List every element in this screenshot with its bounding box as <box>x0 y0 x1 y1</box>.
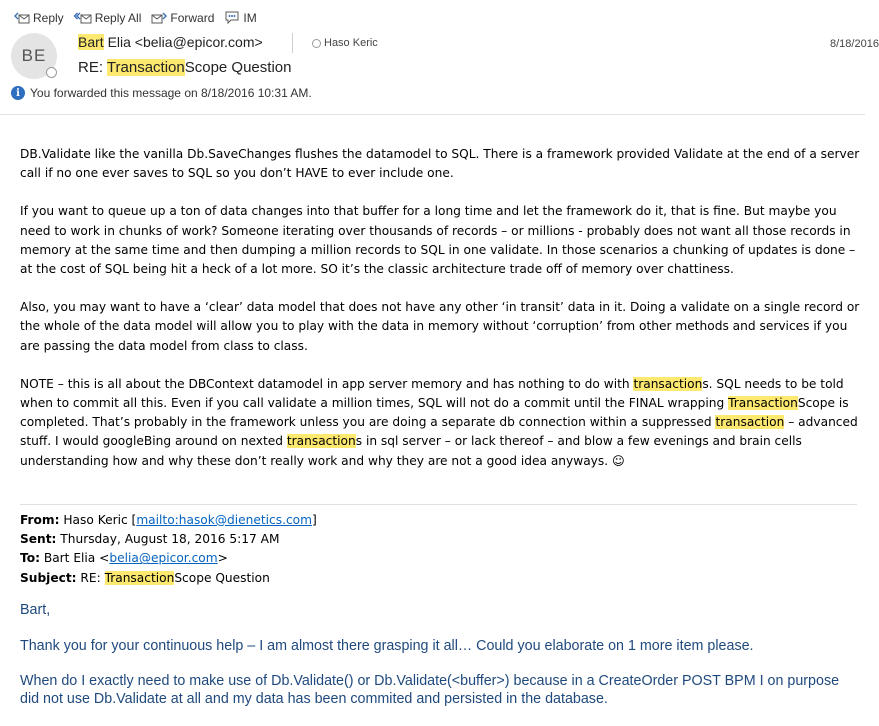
im-icon <box>224 11 240 25</box>
subject-rest: Scope Question <box>184 59 292 76</box>
quoted-to-label: To: <box>20 551 40 566</box>
p4-text-a: NOTE – this is all about the DBContext datamodel in app server memory and has nothing to do with <box>20 376 634 391</box>
quoted-sent-label: Sent: <box>20 532 57 547</box>
info-text: You forwarded this message on 8/18/2016 10:31 AM. <box>30 86 312 100</box>
quoted-to-name: Bart Elia < <box>39 551 110 566</box>
header-divider <box>0 114 865 115</box>
forward-button[interactable] <box>151 11 214 25</box>
quoted-subject-rest: Scope Question <box>174 570 270 585</box>
info-bar[interactable] <box>11 86 312 100</box>
sender-avatar[interactable]: BE <box>11 33 57 79</box>
body-paragraph-2: If you want to queue up a ton of data changes into that buffer for a long time and let the framework do it, that is fine. But maybe you need to work in chunks of work? Someone iterating over thousands of records – or millions - probably does not want all those records in memory at the same time and then dumping a million records to SQL in one validate. In those scenarios a chunking of updates is done – at the cost of SQL being hit a heck of a lot more. SO it’s the classic architecture trade off of memory over chattiness. <box>20 204 856 277</box>
reply-all-label: Reply All <box>94 11 142 25</box>
p4-highlight-1: transaction <box>633 376 703 391</box>
quoted-paragraph-1: Thank you for your continuous help – I am almost there grasping it all… Could you elaborate on 1 more item please. <box>20 637 754 654</box>
sender-first-name: Bart <box>78 34 104 50</box>
reply-icon <box>14 11 30 25</box>
quoted-from-row <box>20 511 317 530</box>
message-subject <box>78 59 291 76</box>
p4-text-e: s in sql server – or lack thereof – and blow a few evenings and brain cells understanding how and why these don’t really work and why they are not a good idea anyways. ☺ <box>20 434 802 468</box>
sender-line[interactable] <box>78 34 263 50</box>
subject-prefix: RE: <box>78 59 107 76</box>
body-paragraph-1: DB.Validate like the vanilla Db.SaveChanges flushes the datamodel to SQL. There is a framework provided Validate at the end of a server call if no one ever saves to SQL so you don’t HAVE to ever include one. <box>20 147 860 181</box>
quoted-to-end: > <box>217 551 228 566</box>
quoted-subject-row <box>20 569 317 588</box>
quoted-subject-prefix: RE: <box>76 570 105 585</box>
body-paragraph-3: Also, you may want to have a ‘clear’ data model that does not have any other ‘in transit’ data in it. Doing a validate on a single record or the whole of the data model will allow you to play with the data in memory without ‘corruption’ from other methods and services if you are passing the data model from class to class. <box>20 300 860 353</box>
p4-highlight-2: Transaction <box>728 396 798 411</box>
sender-name-address: Elia <belia@epicor.com> <box>103 34 263 50</box>
quoted-to-link[interactable]: belia@epicor.com <box>109 551 218 566</box>
quoted-to-row <box>20 549 317 568</box>
subject-highlight: Transaction <box>106 59 185 76</box>
recipient-line[interactable] <box>312 37 378 49</box>
header-separator <box>292 33 293 53</box>
p4-text-d: – advanced stuff. I would googleBing around on nexted <box>20 415 858 449</box>
reply-button[interactable] <box>14 11 64 25</box>
reply-all-icon <box>74 11 92 25</box>
quoted-header <box>20 511 317 588</box>
p4-text-b: s. SQL needs to be told when to commit all this. Even if you call validate a million times, SQL will not do a commit until the FINAL wrapping <box>20 376 844 411</box>
message-date: 8/18/2016 <box>830 38 879 50</box>
recipient-name: Haso Keric <box>324 37 378 49</box>
im-button[interactable] <box>224 11 256 25</box>
reply-all-button[interactable] <box>74 11 142 25</box>
reply-label: Reply <box>33 11 64 25</box>
quoted-subject-highlight: Transaction <box>104 570 175 585</box>
info-icon: i <box>11 86 25 100</box>
p4-highlight-3: transaction <box>715 415 785 430</box>
quoted-greeting: Bart, <box>20 602 51 618</box>
body-paragraph-4 <box>20 375 860 471</box>
quoted-from-name: Haso Keric [ <box>59 513 137 527</box>
quoted-divider <box>20 504 857 505</box>
forward-label: Forward <box>170 11 215 25</box>
presence-status-icon <box>46 67 57 78</box>
quoted-paragraph-2: When do I exactly need to make use of Db.Validate() or Db.Validate(<buffer>) because in a CreateOrder POST BPM I on purpose did not use Db.Validate at all and my data has been commited and persisted in the database. <box>20 673 840 707</box>
message-toolbar <box>14 8 267 28</box>
quoted-sent-row <box>20 530 317 549</box>
message-body <box>20 145 860 490</box>
quoted-sent-value: Thursday, August 18, 2016 5:17 AM <box>56 532 280 547</box>
recipient-presence-icon <box>312 39 321 48</box>
quoted-body <box>20 602 840 726</box>
quoted-from-link[interactable]: mailto:hasok@dienetics.com <box>136 513 312 527</box>
quoted-from-end: ] <box>311 513 317 527</box>
quoted-from-label: From: <box>20 513 60 527</box>
quoted-subject-label: Subject: <box>20 570 77 585</box>
p4-highlight-4: transaction <box>286 434 356 449</box>
im-label: IM <box>243 11 257 25</box>
forward-icon <box>151 11 167 25</box>
p4-text-c: Scope is completed. That’s probably in the framework unless you are doing a separate db connection within a suppressed <box>20 396 849 430</box>
